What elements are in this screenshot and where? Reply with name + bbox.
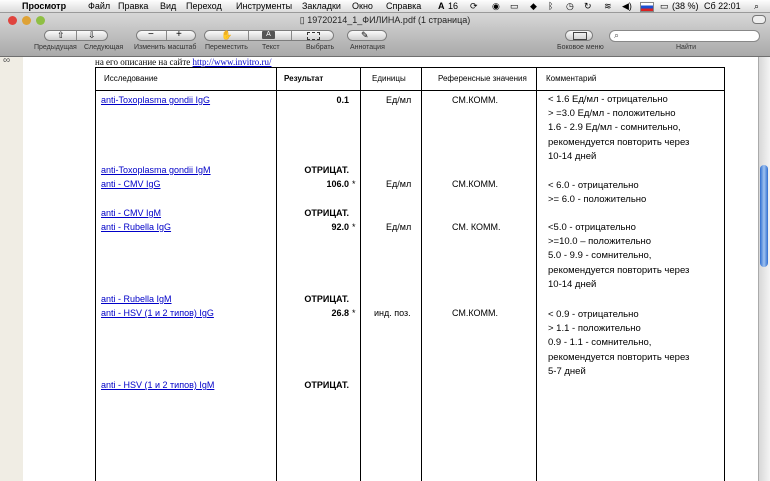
- nav-segmented: [44, 30, 108, 41]
- comment-line: < 0.9 - отрицательно: [548, 309, 639, 320]
- result-value: ОТРИЦАТ.: [304, 208, 349, 218]
- clock[interactable]: Сб 22:01: [704, 1, 741, 11]
- reference-value: СМ. КОММ.: [452, 222, 501, 232]
- arrow-up-icon[interactable]: ⇧: [57, 30, 65, 40]
- comment-line: рекомендуется повторить через: [548, 264, 690, 276]
- comment-line: >=10.0 – положительно: [548, 236, 652, 248]
- header-divider: [96, 90, 724, 91]
- zoom-out-icon[interactable]: −: [148, 29, 154, 40]
- sidebar-toggle[interactable]: [565, 30, 593, 41]
- menu-view[interactable]: Вид: [160, 1, 177, 11]
- sidebar-button[interactable]: Боковое меню: [557, 44, 604, 51]
- window-title: ▯ 19720214_1_ФИЛИНА.pdf (1 страница): [299, 15, 471, 25]
- col-divider: [421, 68, 422, 481]
- flag-asterisk: *: [352, 308, 356, 318]
- menu-bookmarks[interactable]: Закладки: [302, 1, 341, 11]
- units-value: Ед/мл: [386, 95, 412, 105]
- input-flag-icon[interactable]: [640, 2, 654, 12]
- pencil-icon[interactable]: ✎: [361, 30, 369, 40]
- search-icon: ⌕: [614, 30, 620, 40]
- find-label: Найти: [676, 44, 696, 51]
- test-name-link[interactable]: anti - HSV (1 и 2 типов) IgM: [101, 380, 215, 390]
- text-select-icon[interactable]: A: [262, 31, 275, 39]
- comment-line: <5.0 - отрицательно: [548, 222, 636, 233]
- sidebar-icon: [573, 32, 587, 40]
- volume-icon[interactable]: ◀): [622, 1, 632, 11]
- results-table: [95, 67, 725, 481]
- menu-bar: [0, 0, 770, 13]
- status-number: 16: [448, 1, 459, 11]
- intro-line: на его описание на сайте http://www.invitro.ru/: [95, 57, 272, 67]
- annotate-button[interactable]: Аннотация: [350, 44, 385, 51]
- col-divider: [536, 68, 537, 481]
- timemachine-icon[interactable]: ◷: [566, 1, 574, 11]
- scrollbar-thumb[interactable]: [760, 165, 768, 267]
- tool-segmented: [204, 30, 334, 41]
- search-field[interactable]: [609, 30, 760, 42]
- comment-block: [548, 93, 689, 164]
- test-name-link[interactable]: anti - CMV IgG: [101, 179, 161, 189]
- units-value: Ед/мл: [386, 222, 412, 232]
- comment-line: 1.6 - 2.9 Ед/мл - сомнительно,: [548, 122, 681, 134]
- comment-line: < 1.6 Ед/мл - отрицательно: [548, 94, 668, 105]
- menu-file[interactable]: Файл: [88, 1, 111, 11]
- sync2-icon[interactable]: ↻: [584, 1, 592, 11]
- battery-icon[interactable]: ▭: [660, 1, 669, 11]
- comment-line: >= 6.0 - положительно: [548, 194, 647, 206]
- display-icon[interactable]: ▭: [510, 1, 519, 11]
- rect-select-icon[interactable]: [307, 32, 320, 40]
- comment-line: > =3.0 Ед/мл - положительно: [548, 108, 676, 120]
- header-test: Исследование: [104, 74, 158, 83]
- flag-asterisk: *: [352, 179, 356, 189]
- next-page-button[interactable]: Следующая: [84, 44, 124, 51]
- comment-line: 10-14 дней: [548, 150, 597, 162]
- spotlight-icon[interactable]: ⌕: [754, 1, 760, 11]
- battery-text: (38 %): [672, 1, 699, 11]
- comment-line: 0.9 - 1.1 - сомнительно,: [548, 337, 652, 349]
- pdf-page: [23, 57, 758, 481]
- header-reference: Референсные значения: [438, 74, 527, 83]
- reference-value: СМ.КОММ.: [452, 308, 499, 318]
- comment-line: < 6.0 - отрицательно: [548, 180, 639, 191]
- divider: [291, 31, 292, 40]
- bluetooth-icon[interactable]: ᛒ: [548, 1, 554, 11]
- menu-window[interactable]: Окно: [352, 1, 373, 11]
- flag-asterisk: *: [352, 222, 356, 232]
- status-icon[interactable]: ◉: [492, 1, 500, 11]
- comment-line: > 1.1 - положительно: [548, 323, 641, 335]
- comment-line: рекомендуется повторить через: [548, 136, 690, 148]
- toolbar-toggle-button[interactable]: [752, 15, 766, 24]
- comment-line: 10-14 дней: [548, 278, 597, 290]
- col-divider: [360, 68, 361, 481]
- test-name-link[interactable]: anti - CMV IgM: [101, 208, 162, 218]
- comment-block: [548, 221, 689, 292]
- comment-line: 5.0 - 9.9 - сомнительно,: [548, 250, 652, 262]
- menu-help[interactable]: Справка: [386, 1, 422, 11]
- header-result: Результат: [284, 74, 324, 83]
- units-value: Ед/мл: [386, 179, 412, 189]
- invitro-link[interactable]: http://www.invitro.ru/: [192, 57, 272, 67]
- divider: [166, 31, 167, 40]
- zoom-in-icon[interactable]: +: [176, 29, 182, 40]
- reference-value: СМ.КОММ.: [452, 95, 499, 105]
- result-value: 92.0: [331, 222, 349, 232]
- text-tool-button[interactable]: Текст: [262, 44, 280, 51]
- pdf-file-icon: ▯: [299, 15, 308, 25]
- result-value: ОТРИЦАТ.: [304, 380, 349, 390]
- menu-go[interactable]: Переход: [186, 1, 222, 11]
- result-value: ОТРИЦАТ.: [304, 165, 349, 175]
- reference-value: СМ.КОММ.: [452, 179, 499, 189]
- col-divider: [276, 68, 277, 481]
- test-name-link[interactable]: anti - HSV (1 и 2 типов) IgG: [101, 308, 214, 318]
- test-name-link[interactable]: anti - Rubella IgG: [101, 222, 172, 232]
- comment-block: [548, 179, 646, 207]
- menu-edit[interactable]: Правка: [118, 1, 149, 11]
- test-name-link[interactable]: anti-Toxoplasma gondii IgM: [101, 165, 211, 175]
- wifi-icon[interactable]: ≋: [604, 1, 612, 11]
- zoom-segmented: [136, 30, 196, 41]
- annotate-segmented: [347, 30, 387, 41]
- test-name-link[interactable]: anti-Toxoplasma gondii IgG: [101, 95, 211, 105]
- result-value: 0.1: [336, 95, 349, 105]
- result-value: 26.8: [331, 308, 349, 318]
- select-tool-button[interactable]: Выбрать: [306, 44, 335, 51]
- zoom-button[interactable]: Изменить масштаб: [134, 44, 197, 51]
- menu-tools[interactable]: Инструменты: [236, 1, 293, 11]
- sync-icon[interactable]: ⟳: [470, 1, 478, 11]
- header-comment: Комментарий: [546, 74, 597, 83]
- result-value: ОТРИЦАТ.: [304, 294, 349, 304]
- vertical-scrollbar[interactable]: [758, 57, 770, 481]
- thumbnail-sidebar: [0, 57, 24, 481]
- prev-page-button[interactable]: Предыдущая: [34, 44, 77, 51]
- adobe-icon[interactable]: A: [438, 1, 445, 11]
- units-value: инд. поз.: [374, 308, 411, 318]
- header-units: Единицы: [372, 74, 406, 83]
- result-value: 106.0: [326, 179, 349, 189]
- comment-block: [548, 308, 689, 379]
- comment-line: рекомендуется повторить через: [548, 351, 690, 363]
- test-name-link[interactable]: anti - Rubella IgM: [101, 294, 172, 304]
- divider: [76, 31, 77, 40]
- glasses-icon[interactable]: ∞: [3, 55, 11, 66]
- menu-app[interactable]: Просмотр: [22, 1, 67, 11]
- dropbox-icon[interactable]: ◆: [530, 1, 537, 11]
- arrow-down-icon[interactable]: ⇩: [88, 30, 96, 40]
- hand-icon[interactable]: ✋: [221, 30, 233, 40]
- divider: [248, 31, 249, 40]
- comment-line: 5-7 дней: [548, 365, 586, 377]
- move-tool-button[interactable]: Переместить: [205, 44, 248, 51]
